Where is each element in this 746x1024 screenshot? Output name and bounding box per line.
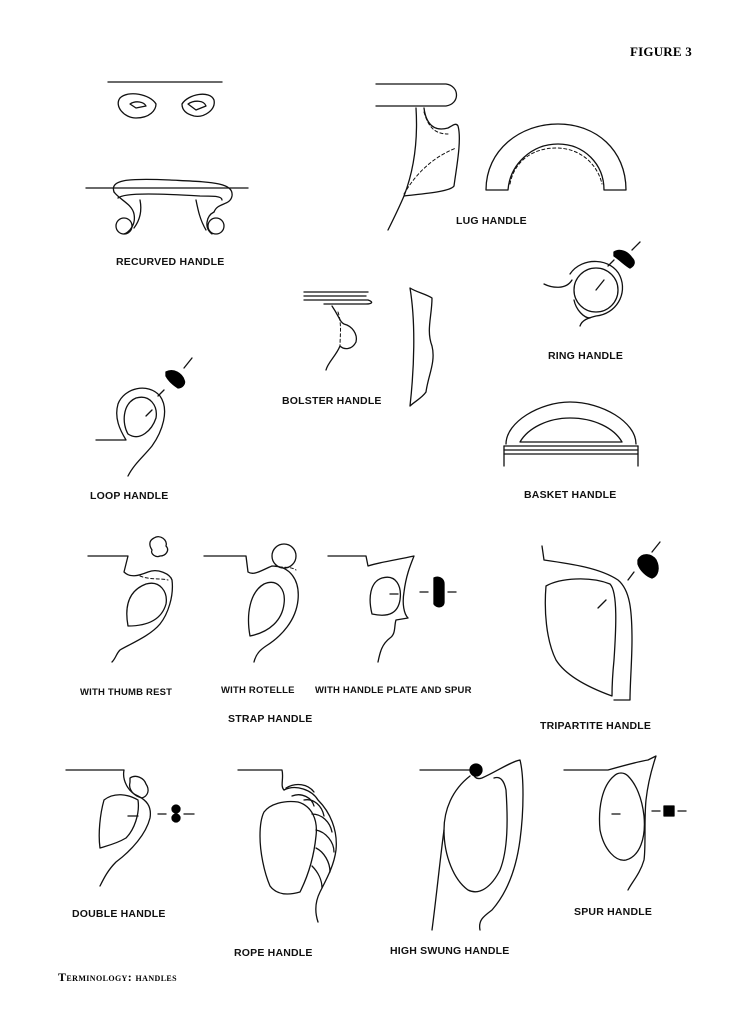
tripartite-handle-drawing [542,542,660,700]
label-bolster-handle: BOLSTER HANDLE [282,395,382,407]
label-double-handle: DOUBLE HANDLE [72,908,166,920]
rope-handle-drawing [238,770,336,922]
figure-caption: Terminology: handles [58,970,178,984]
double-handle-drawing [66,770,194,886]
spur-handle-drawing [564,756,686,890]
loop-handle-drawing [96,358,192,476]
basket-handle-drawing [504,402,638,466]
thumb-rest-handle-drawing [88,537,172,662]
rotelle-handle-drawing [204,544,298,662]
figure-number: FIGURE 3 [630,44,692,59]
label-spur-handle: SPUR HANDLE [574,906,653,918]
label-lug-handle: LUG HANDLE [456,215,527,227]
label-tripartite-handle: TRIPARTITE HANDLE [540,720,652,732]
label-ring-handle: RING HANDLE [548,350,624,362]
high-swung-handle-drawing [420,760,523,930]
label-plate-spur: WITH HANDLE PLATE AND SPUR [315,685,472,696]
label-strap-handle: STRAP HANDLE [228,713,313,725]
plate-spur-handle-drawing [328,556,456,662]
label-thumb-rest: WITH THUMB REST [80,687,173,698]
label-basket-handle: BASKET HANDLE [524,489,617,501]
label-loop-handle: LOOP HANDLE [90,490,169,502]
lug-handle-drawing [376,84,626,230]
recurved-handle-drawing [86,82,248,234]
bolster-handle-drawing [304,288,433,406]
ring-handle-drawing [544,242,640,326]
label-recurved-handle: RECURVED HANDLE [116,256,225,268]
label-high-swung-handle: HIGH SWUNG HANDLE [390,945,510,957]
label-rotelle: WITH ROTELLE [221,685,295,696]
label-rope-handle: ROPE HANDLE [234,947,313,959]
